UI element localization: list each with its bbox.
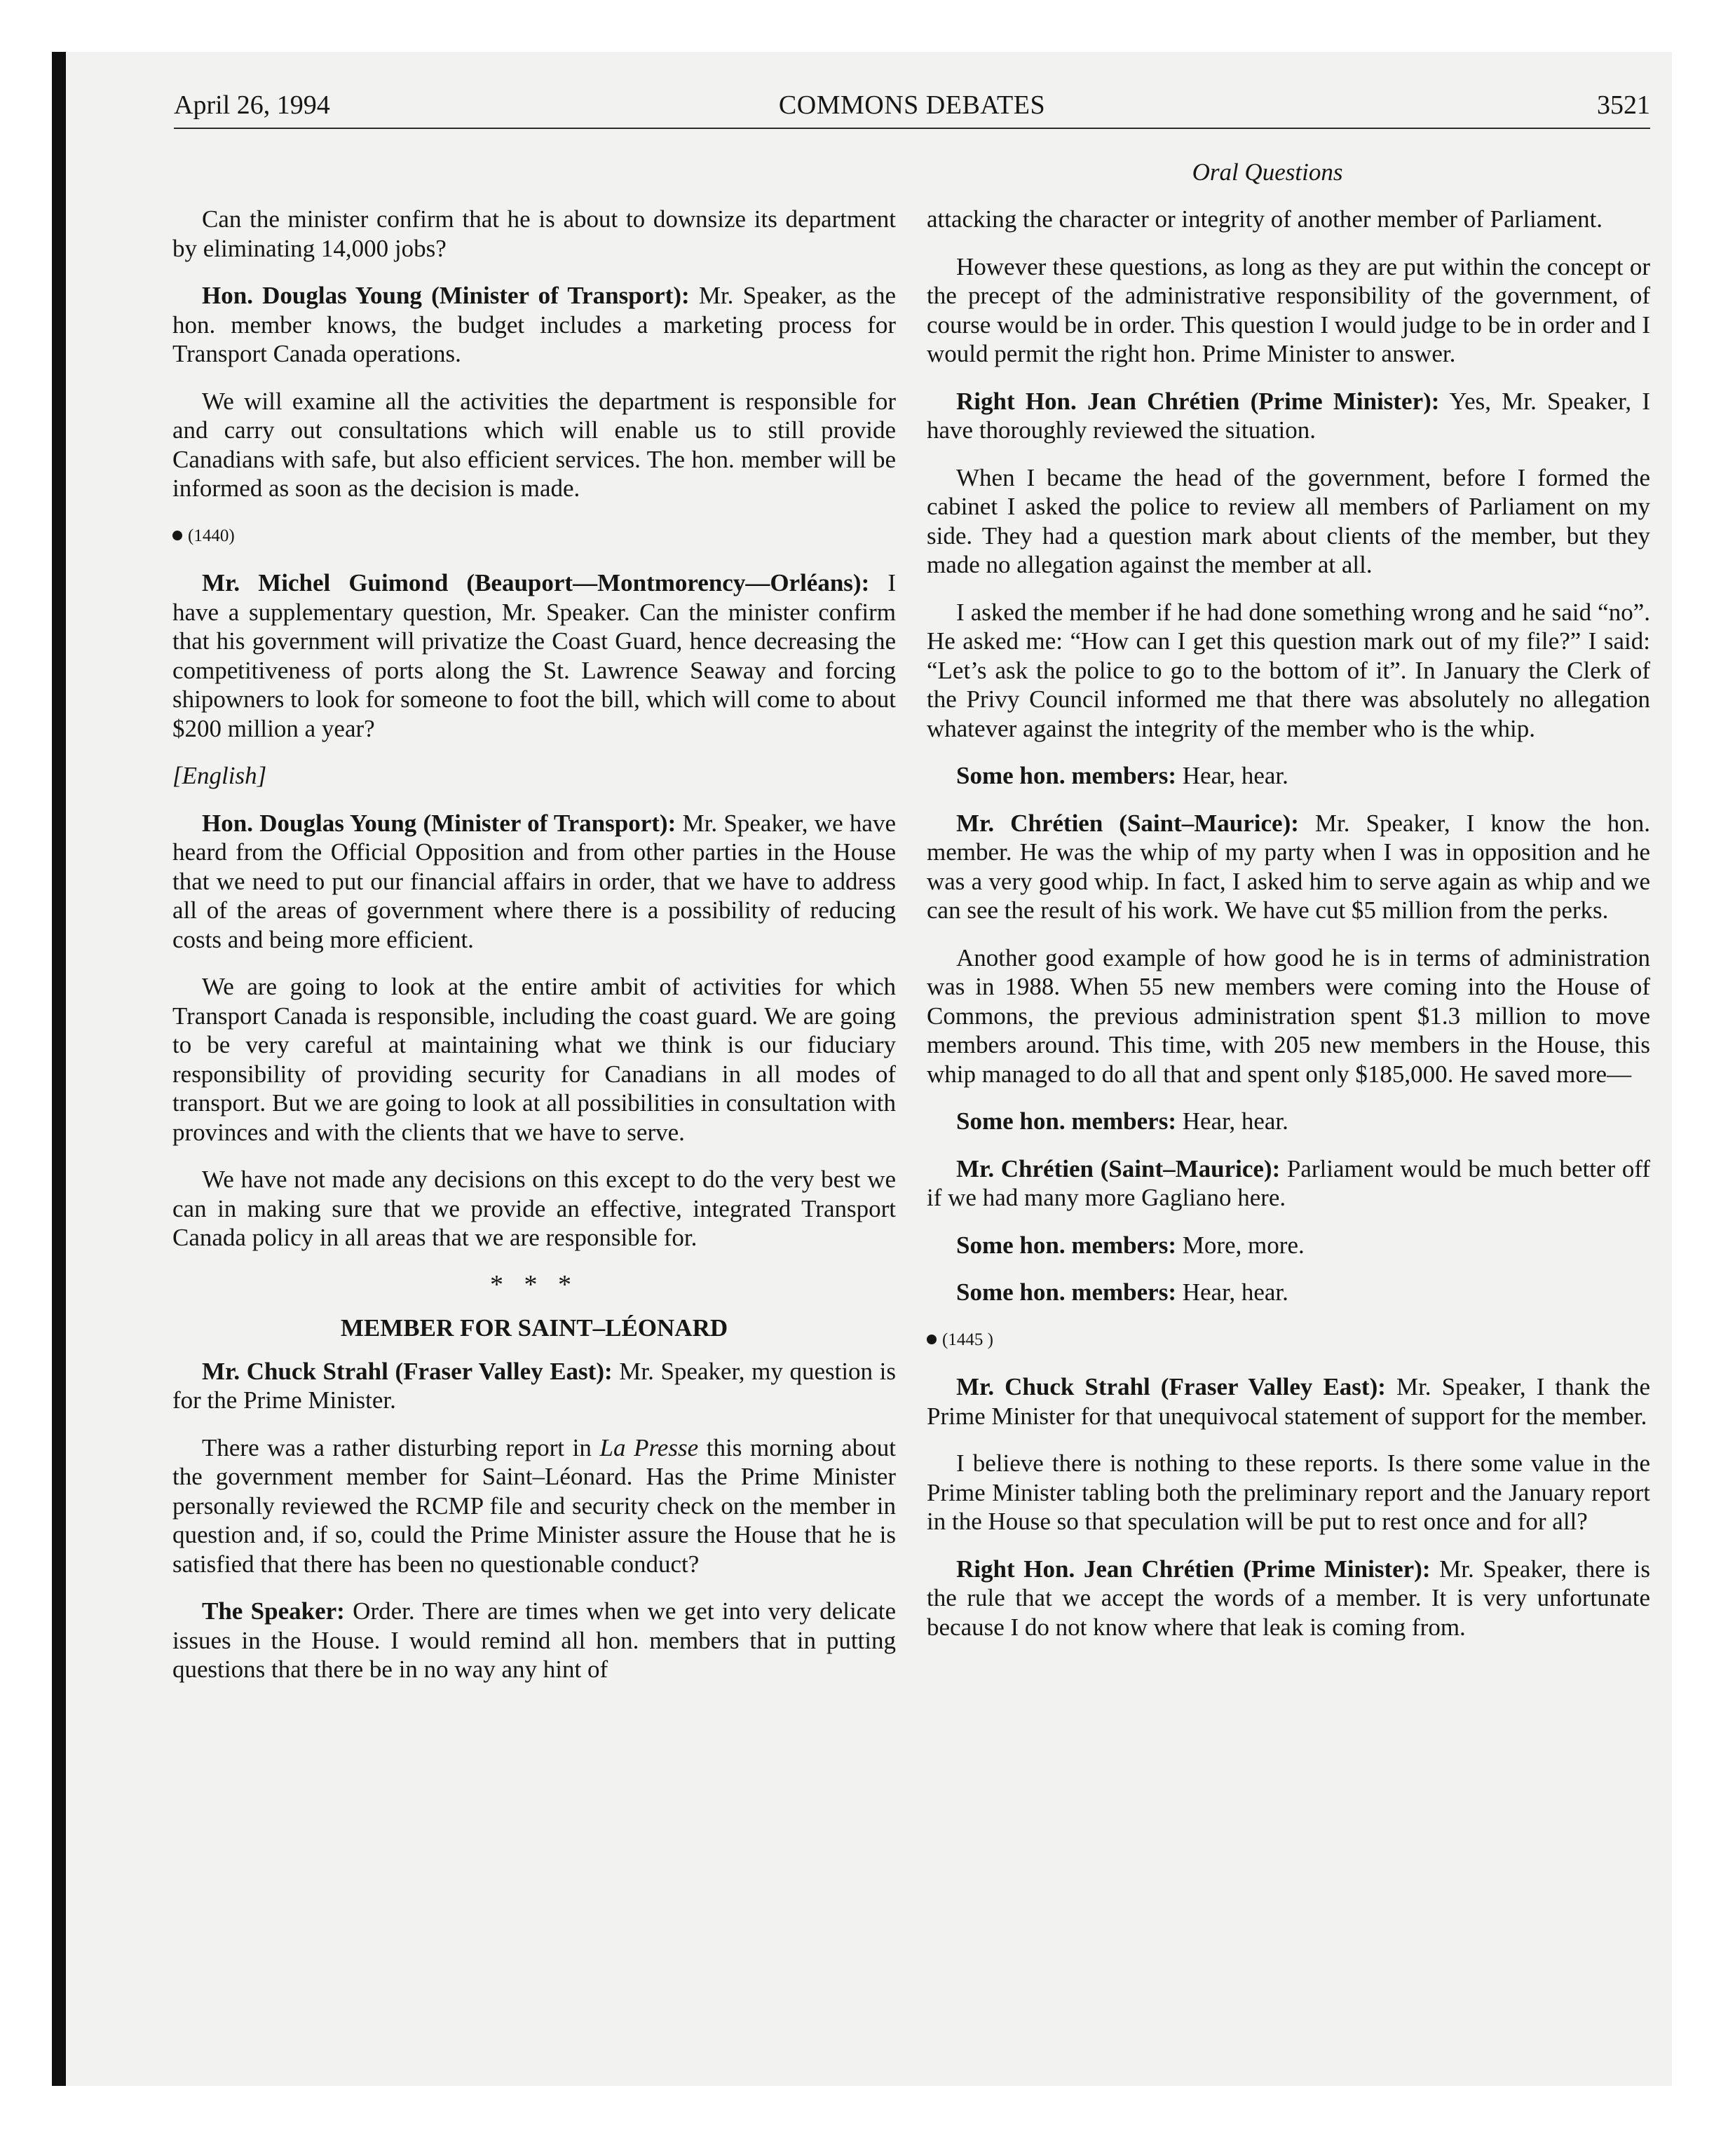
- speech-text: Hear, hear.: [1176, 762, 1288, 789]
- speech-text: I have a supplementary question, Mr. Speaker. Can the minister confirm that his government will privatize the Coast Guard, hence decreasing the competitiveness of ports along the St. Lawrence Seaway and forcing shipowners to look for someone to foot the bill, which will come to about $200 million a year?: [172, 569, 896, 742]
- paragraph: [172, 568, 896, 743]
- paragraph: [172, 1597, 896, 1684]
- paragraph: Can the minister confirm that he is about to downsize its department by eliminating 14,000 jobs?: [172, 205, 896, 262]
- paragraph: [172, 1433, 896, 1579]
- section-heading: MEMBER FOR SAINT–LÉONARD: [340, 1314, 728, 1342]
- paragraph: [927, 1107, 1650, 1136]
- speaker-name: Hon. Douglas Young (Minister of Transport):: [202, 282, 690, 309]
- header-page-number: 3521: [1597, 90, 1650, 120]
- time-stamp: (1440): [188, 526, 235, 545]
- paragraph: attacking the character or integrity of another member of Parliament.: [927, 205, 1603, 233]
- paragraph: I asked the member if he had done something wrong and he said “no”. He asked me: “How can I get this question mark out of my file?” I said: “Let’s ask the police to go to the bottom of it”. In January the Clerk of the Privy Council informed me that there was absolutely no allegation whatever against the integrity of the member who is the whip.: [927, 598, 1650, 742]
- paragraph: [172, 1357, 896, 1415]
- document-page: [66, 52, 1672, 2086]
- paragraph: We will examine all the activities the department is responsible for and carry out consultations which will enable us to still provide Canadians with safe, but also efficient services. The hon. member will be informed as soon as the decision is made.: [172, 387, 896, 502]
- right-column: [927, 205, 1650, 1660]
- paragraph: We are going to look at the entire ambit of activities for which Transport Canada is responsible, including the coast guard. We are going to be very careful at maintaining what we think is our fiduciary responsibility of providing security for Canadians in all modes of transport. But we are going to look at all possibilities in consultation with provinces and with the clients that we have to serve.: [172, 973, 896, 1146]
- header-date: April 26, 1994: [174, 90, 330, 120]
- speech-text: Mr. Speaker, I know the hon. member. He was the whip of my party when I was in opposition and he was a very good whip. In fact, I asked him to serve again as whip and we can see the result of his work. We have cut $5 million from the perks.: [927, 809, 1651, 924]
- speech-text: Parliament would be much better off if we had many more Gagliano here.: [927, 1154, 1650, 1211]
- bullet-icon: [172, 531, 182, 540]
- paragraph: [927, 809, 1650, 925]
- speaker-name: Mr. Chrétien (Saint–Maurice):: [956, 1154, 1281, 1182]
- paragraph: When I became the head of the government, before I formed the cabinet I asked the police to review all members of Parliament on my side. They had a question mark about clients of the member, but they made no allegation against the member at all.: [927, 463, 1650, 578]
- speech-text: Mr. Speaker, we have heard from the Official Opposition and from other parties in the House that we need to put our financial affairs in order, that we have to address all of the areas of government where there is a possibility of reducing costs and being more efficient.: [172, 809, 896, 953]
- section-separator: * * *: [490, 1269, 578, 1299]
- speaker-name: Right Hon. Jean Chrétien (Prime Minister):: [956, 1555, 1431, 1583]
- speaker-name: Some hon. members:: [956, 1231, 1176, 1259]
- speaker-name: Mr. Chrétien (Saint–Maurice):: [956, 809, 1299, 837]
- paragraph: [927, 1555, 1650, 1642]
- time-marker: [927, 1325, 1650, 1355]
- paragraph: [927, 1278, 1650, 1307]
- speaker-name: Mr. Chuck Strahl (Fraser Valley East):: [956, 1373, 1386, 1400]
- paragraph: We have not made any decisions on this except to do the very best we can in making sure that we provide an effective, integrated Transport Canada policy in all areas that we are responsible for.: [172, 1166, 896, 1251]
- speech-text: Mr. Speaker, I thank the Prime Minister for that unequivocal statement of support for the member.: [927, 1373, 1650, 1430]
- left-column: [172, 205, 896, 1703]
- speaker-name: Mr. Chuck Strahl (Fraser Valley East):: [202, 1357, 613, 1385]
- speech-text: Hear, hear.: [1176, 1278, 1288, 1306]
- speaker-name: Mr. Michel Guimond (Beauport—Montmorency—Orléans):: [202, 569, 870, 596]
- speech-text: There was a rather disturbing report in: [202, 1433, 600, 1461]
- speech-text: Mr. Speaker, as the hon. member knows, the budget includes a marketing process for Transport Canada operations.: [172, 282, 896, 367]
- paragraph: Another good example of how good he is in terms of administration was in 1988. When 55 new members were coming into the House of Commons, the previous administration spent $1.3 million to move members around. This time, with 205 new members in the House, this whip managed to do all that and spent only $185,000. He saved more—: [927, 943, 1650, 1088]
- speech-text: More, more.: [1176, 1231, 1305, 1259]
- language-note: [English]: [172, 762, 267, 789]
- speaker-name: Right Hon. Jean Chrétien (Prime Minister):: [956, 387, 1440, 415]
- paragraph: [172, 281, 896, 369]
- speech-text: Mr. Speaker, there is the rule that we accept the words of a member. It is very unfortunate because I do not know where that leak is coming from.: [927, 1555, 1650, 1641]
- speech-text: Order. There are times when we get into very delicate issues in the House. I would remind all hon. members that in putting questions that there be in no way any hint of: [172, 1597, 897, 1683]
- speaker-name: Some hon. members:: [956, 762, 1176, 789]
- scan-edge-bar: [52, 52, 66, 2086]
- paragraph: I believe there is nothing to these reports. Is there some value in the Prime Minister tabling both the preliminary report and the January report in the House so that speculation will be put to rest once and for all?: [927, 1449, 1650, 1535]
- speaker-name: Some hon. members:: [956, 1107, 1176, 1135]
- header-title: COMMONS DEBATES: [778, 90, 1046, 120]
- speaker-name: Hon. Douglas Young (Minister of Transport):: [202, 809, 676, 837]
- speech-text: this morning about the government member for Saint–Léonard. Has the Prime Minister personally reviewed the RCMP file and security check on the member in question and, if so, could the Prime Minister assure the House that he is satisfied that there has been no questionable conduct?: [172, 1433, 897, 1578]
- paragraph: However these questions, as long as they are put within the concept or the precept of the administrative responsibility of the government, of course would be in order. This question I would judge to be in order and I would permit the right hon. Prime Minister to answer.: [927, 252, 1650, 367]
- publication-title: La Presse: [599, 1433, 699, 1461]
- paragraph: [172, 809, 896, 955]
- paragraph: [927, 1231, 1650, 1260]
- bullet-icon: [927, 1335, 937, 1344]
- running-header: [174, 81, 1650, 129]
- speech-text: Mr. Speaker, my question is for the Prime Minister.: [172, 1357, 896, 1414]
- speaker-name: Some hon. members:: [956, 1278, 1176, 1306]
- paragraph: [927, 1154, 1650, 1213]
- section-label: Oral Questions: [1192, 158, 1343, 186]
- speaker-name: The Speaker:: [202, 1597, 345, 1625]
- time-stamp: (1445 ): [942, 1330, 993, 1349]
- paragraph: [927, 387, 1650, 445]
- paragraph: [927, 1372, 1650, 1431]
- time-marker: [172, 521, 896, 551]
- paragraph: [927, 761, 1650, 791]
- speech-text: Yes, Mr. Speaker, I have thoroughly reviewed the situation.: [927, 387, 1651, 444]
- speech-text: Hear, hear.: [1176, 1107, 1288, 1135]
- scan-margin: [0, 0, 52, 2156]
